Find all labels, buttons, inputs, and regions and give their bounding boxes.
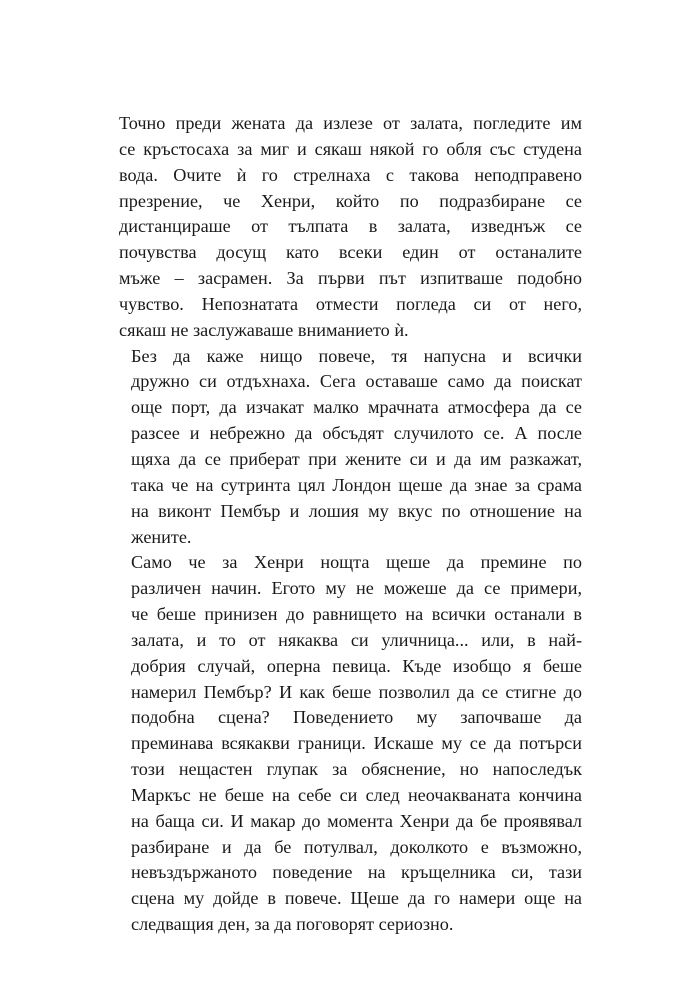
text-line: на баща си. И макар до момента Хенри да бе проявявал	[131, 810, 582, 831]
text-line: още порт, да изчакат малко мрачната атмосфера да се	[131, 397, 582, 418]
text-line: добрия случай, оперна певица. Къде изобщо я беше	[131, 655, 582, 676]
text-line: презрение, че Хенри, който по подразбиране се	[119, 190, 582, 211]
text-line: Само че за Хенри нощта щеше да премине по	[131, 552, 582, 573]
text-line: Точно преди жената да излезе от залата, погледите им	[119, 113, 582, 133]
text-line: разсее и небрежно да обсъдят случилото се. А после	[131, 423, 582, 444]
text-line: мъже – засрамен. За първи път изпитваше подобно	[119, 268, 582, 289]
text-line: почувства досущ като всеки един от останалите	[119, 242, 582, 263]
text-line: чувство. Непознатата отмести погледа си от него,	[119, 293, 582, 314]
text-line: преминава всякакви граници. Искаше му се да потърси	[131, 733, 582, 754]
text-line: на виконт Пембър и лошия му вкус по отношение на	[131, 500, 582, 521]
text-line: се кръстосаха за миг и сякаш някой го обля със студена	[119, 138, 582, 159]
text-line: дистанцираше от тълпата в залата, изведнъж се	[119, 216, 582, 237]
text-line: невъздържаното поведение на кръщелника си, тази	[131, 862, 582, 883]
paragraph-2	[119, 344, 582, 551]
text-line: намерил Пембър? И как беше позволил да се стигне до	[131, 681, 582, 702]
text-line: различен начин. Егото му не можеше да се примери,	[131, 578, 582, 599]
text-line: подобна сцена? Поведението му започваше да	[131, 707, 582, 728]
text-line: че беше принизен до равнището на всички останали в	[131, 604, 582, 625]
text-line: дружно си отдъхнаха. Сега оставаше само да поискат	[131, 371, 582, 392]
text-line: сякаш не заслужаваше вниманието ѝ.	[119, 319, 409, 340]
text-line: вода. Очите ѝ го стрелнаха с такова неподправено	[119, 164, 582, 185]
text-line: следващия ден, за да поговорят сериозно.	[131, 914, 454, 935]
text-line: този нещастен глупак за обяснение, но напоследък	[131, 759, 582, 780]
text-line: Без да каже нищо повече, тя напусна и всички	[131, 345, 582, 366]
text-line: Маркъс не беше на себе си след неочакваната кончина	[131, 784, 582, 805]
text-line: щяха да се приберат при жените си и да им разкажат,	[131, 448, 582, 469]
page-text	[119, 111, 582, 938]
text-line: така че на сутринта цял Лондон щеше да знае за срама	[131, 474, 582, 495]
paragraph-1	[119, 111, 582, 344]
paragraph-3	[119, 550, 582, 938]
text-line: разбиране и да бе потулвал, доколкото е възможно,	[131, 836, 582, 857]
text-line: залата, и то от някаква си уличница... или, в най-	[131, 629, 582, 650]
text-line: жените.	[131, 526, 192, 547]
text-line: сцена му дойде в повече. Щеше да го намери още на	[131, 888, 582, 909]
